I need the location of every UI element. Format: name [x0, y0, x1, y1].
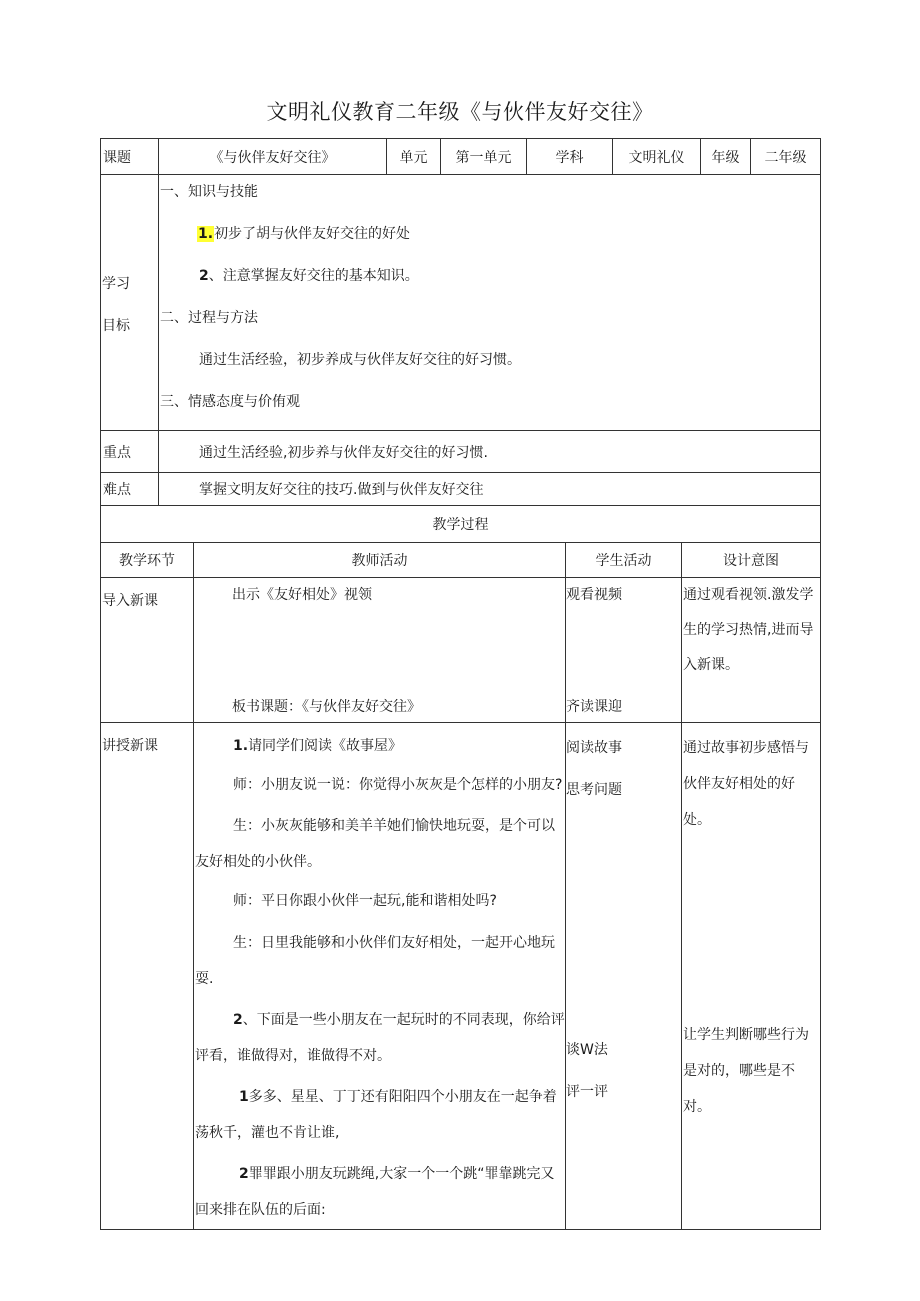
- objective-item-1: [197, 223, 410, 243]
- unit-value: 第一单元: [441, 139, 527, 175]
- student-activity: 谈W法: [566, 1042, 608, 1058]
- teaching-process-table: [100, 505, 821, 1230]
- table-row: [101, 723, 821, 1230]
- key-point-label: 重点: [101, 431, 159, 473]
- lesson-info-table: [100, 138, 821, 506]
- paragraph-text: 罪罪跟小朋友玩跳绳,大家一个一个跳“罪靠跳完又回来排在队伍的后面:: [195, 1166, 555, 1218]
- column-header-stage: 教学环节: [101, 543, 194, 578]
- objective-item-2-number: 2: [199, 268, 209, 284]
- teacher-cell: [194, 578, 566, 723]
- process-title: 教学过程: [101, 506, 821, 543]
- teacher-content: [195, 730, 565, 1228]
- intent-text: 通过观看视领.激发学生的学习热情,进而导入新课。: [683, 587, 814, 673]
- difficulty-label: 难点: [101, 473, 159, 506]
- objectives-section-3: 三、情感态度与价侑观: [160, 394, 300, 410]
- teacher-paragraph: [195, 1002, 565, 1074]
- stage-cell: [101, 578, 194, 723]
- grade-value: 二年级: [751, 139, 821, 175]
- objectives-label-1: 学习: [102, 276, 130, 292]
- objectives-section-2-text: 通过生活经验，初步养成与伙伴友好交往的好习惯。: [199, 352, 521, 368]
- paragraph-text: 请同学们阅读《故事屋》: [248, 738, 403, 754]
- unit-label: 单元: [387, 139, 441, 175]
- objectives-content: [159, 175, 821, 431]
- difficulty-text: 掌握文明友好交往的技巧.做到与伙伴友好交往: [159, 473, 821, 506]
- teacher-line: 板书课题：《与伙伴友好交往》: [232, 699, 421, 715]
- objectives-section-2: 二、过程与方法: [160, 310, 258, 326]
- key-point-text: 通过生活经验,初步养与伙伴友好交往的好习惯.: [159, 431, 821, 473]
- objectives-label-cell: [101, 175, 159, 431]
- student-activity: 齐读课迎: [566, 699, 622, 715]
- teacher-paragraph: [195, 1156, 565, 1228]
- teacher-paragraph: 生：日里我能够和小伙伴们友好相处，一起开心地玩耍.: [195, 935, 555, 987]
- student-activity: 思考问题: [566, 782, 622, 798]
- stage-label: 导入新课: [102, 593, 158, 609]
- teacher-paragraph: 师：小朋友说一说：你觉得小灰灰是个怎样的小朋友?: [233, 777, 563, 793]
- paragraph-text: 、下面是一些小朋友在一起玩时的不同表现，你给评评看，谁做得对，谁做得不对。: [195, 1012, 565, 1064]
- teacher-cell: [194, 723, 566, 1230]
- page-title: 文明礼仪教育二年级《与伙伴友好交往》: [266, 100, 654, 124]
- stage-cell: [101, 723, 194, 1230]
- lesson-label: 课题: [101, 139, 159, 175]
- paragraph-number: 2: [233, 1012, 243, 1028]
- student-cell: [566, 578, 682, 723]
- paragraph-number: 1.: [233, 738, 249, 754]
- paragraph-number: 2: [239, 1166, 249, 1182]
- student-activity: 评一评: [566, 1084, 608, 1100]
- teacher-paragraph: [195, 1079, 565, 1151]
- objectives-label-2: 目标: [102, 318, 130, 334]
- objective-item-1-text: 初步了胡与伙伴友好交往的好处: [214, 226, 411, 242]
- subject-value: 文明礼仪: [613, 139, 701, 175]
- student-cell: [566, 723, 682, 1230]
- table-row: [101, 578, 821, 723]
- student-activity: 阅读故事: [566, 740, 622, 756]
- column-header-teacher: 教师活动: [194, 543, 566, 578]
- stage-label: 讲授新课: [102, 738, 158, 754]
- lesson-value: 《与伙伴友好交往》: [159, 139, 387, 175]
- teacher-paragraph: 师：平日你跟小伙伴一起玩,能和谐相处吗?: [233, 893, 497, 909]
- intent-cell: [682, 578, 821, 723]
- objective-item-2-text: 、注意掌握友好交往的基本知识。: [208, 268, 419, 284]
- intent-text: 通过故事初步感悟与伙伴友好相处的好处。: [683, 740, 809, 828]
- student-activity: 观看视频: [566, 587, 622, 603]
- paragraph-text: 多多、星星、丁丁还有阳阳四个小朋友在一起争着荡秋千，灌也不肯让谁,: [195, 1089, 557, 1141]
- intent-text: 让学生判断哪些行为是对的，哪些是不对。: [683, 1027, 809, 1115]
- objective-item-2: [199, 265, 419, 285]
- paragraph-number: 1: [239, 1089, 249, 1105]
- teacher-line: 出示《友好相处》视领: [232, 587, 372, 603]
- intent-cell: [682, 723, 821, 1230]
- subject-label: 学科: [527, 139, 613, 175]
- column-header-student: 学生活动: [566, 543, 682, 578]
- objective-item-1-number: 1.: [198, 226, 214, 242]
- teacher-paragraph: [195, 730, 565, 762]
- grade-label: 年级: [701, 139, 751, 175]
- column-header-intent: 设计意图: [682, 543, 821, 578]
- objectives-section-1: 一、知识与技能: [160, 184, 258, 200]
- teacher-paragraph: 生：小灰灰能够和美羊羊她们愉快地玩耍，是个可以友好相处的小伙伴。: [195, 818, 555, 870]
